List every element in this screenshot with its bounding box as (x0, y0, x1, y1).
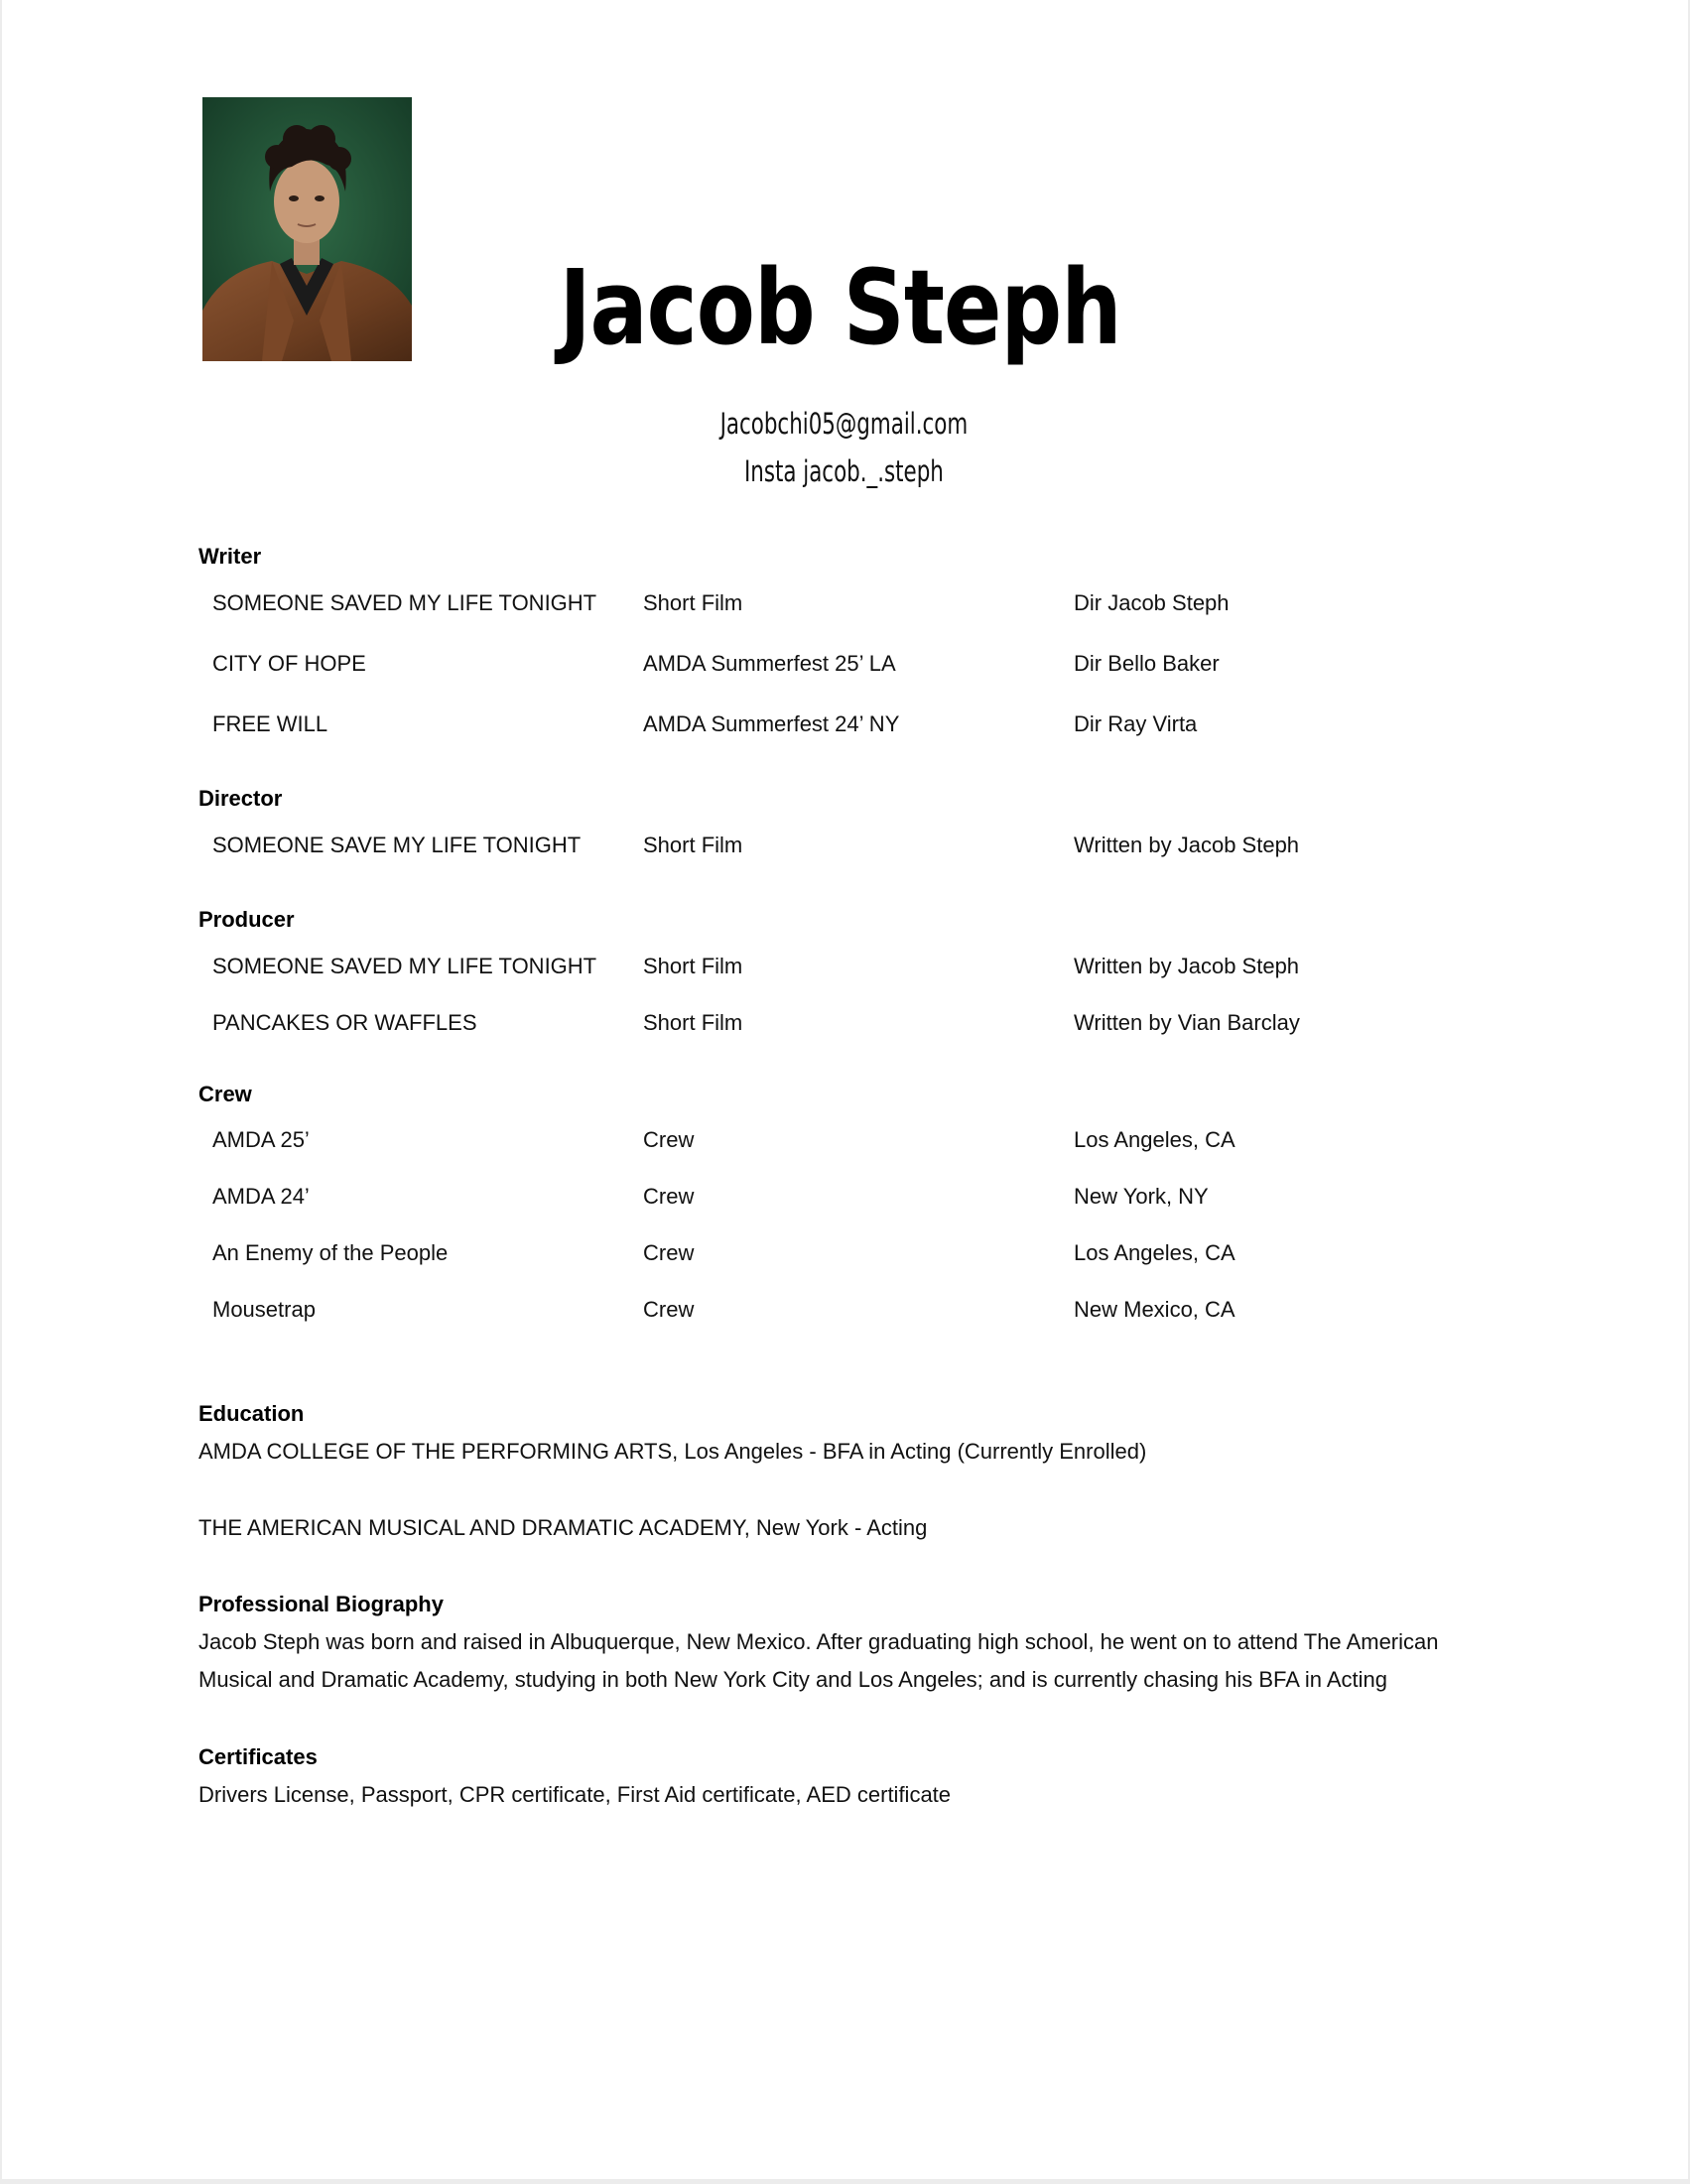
credit-venue: AMDA Summerfest 25’ LA (643, 651, 896, 676)
credit-row (212, 1297, 1502, 1323)
section-heading-director: Director (198, 786, 283, 811)
credit-venue: Short Film (643, 1010, 743, 1035)
credit-row (212, 711, 1502, 737)
resume-page (2, 0, 1688, 2179)
credit-row (212, 1010, 1502, 1036)
section-heading-producer: Producer (198, 907, 295, 932)
credit-writer: Written by Jacob Steph (1074, 954, 1300, 978)
credit-row (212, 1240, 1502, 1266)
credit-director: Dir Bello Baker (1074, 651, 1220, 676)
contact-email: Jacobchi05@gmail.com (719, 407, 969, 441)
section-heading-crew: Crew (198, 1082, 252, 1106)
credit-title: FREE WILL (212, 711, 328, 736)
credit-location: New Mexico, CA (1074, 1297, 1235, 1322)
credit-row (212, 1184, 1502, 1210)
credit-row (212, 833, 1502, 858)
credit-row (212, 1127, 1502, 1153)
credit-location: Los Angeles, CA (1074, 1240, 1235, 1265)
credit-location: Los Angeles, CA (1074, 1127, 1235, 1152)
credit-venue: Short Film (643, 590, 743, 615)
credit-title: PANCAKES OR WAFFLES (212, 1010, 477, 1035)
contact-instagram: Insta jacob._.steph (743, 454, 944, 488)
section-heading-biography: Professional Biography (198, 1592, 444, 1616)
credit-role: Crew (643, 1297, 695, 1322)
credit-role: Crew (643, 1184, 695, 1209)
section-heading-education: Education (198, 1401, 305, 1426)
credit-title: AMDA 24’ (212, 1184, 310, 1209)
credit-title: An Enemy of the People (212, 1240, 449, 1265)
biography-text: Jacob Steph was born and raised in Albuquerque, New Mexico. After graduating high school, he went on to attend The American Musical and Dramatic Academy, studying in both New York City and Los Angeles; and is currently chasing his BFA in Acting (198, 1629, 1439, 1692)
credit-director: Dir Jacob Steph (1074, 590, 1230, 615)
credit-venue: Short Film (643, 954, 743, 978)
section-heading-certificates: Certificates (198, 1744, 318, 1769)
credit-row (212, 954, 1502, 979)
section-heading-writer: Writer (198, 544, 262, 569)
credit-writer: Written by Vian Barclay (1074, 1010, 1300, 1035)
credit-role: Crew (643, 1127, 695, 1152)
credit-director: Dir Ray Virta (1074, 711, 1198, 736)
credit-venue: AMDA Summerfest 24’ NY (643, 711, 900, 736)
credit-title: SOMEONE SAVED MY LIFE TONIGHT (212, 590, 597, 615)
education-entry: THE AMERICAN MUSICAL AND DRAMATIC ACADEMY, New York - Acting (198, 1515, 928, 1540)
credit-title: SOMEONE SAVE MY LIFE TONIGHT (212, 833, 582, 857)
credit-row (212, 590, 1502, 616)
credit-venue: Short Film (643, 833, 743, 857)
credit-title: CITY OF HOPE (212, 651, 366, 676)
credit-title: SOMEONE SAVED MY LIFE TONIGHT (212, 954, 597, 978)
education-entry: AMDA COLLEGE OF THE PERFORMING ARTS, Los Angeles - BFA in Acting (Currently Enrolled) (198, 1439, 1147, 1464)
certificates-text: Drivers License, Passport, CPR certificate, First Aid certificate, AED certificate (198, 1782, 952, 1807)
credit-title: AMDA 25’ (212, 1127, 310, 1152)
credit-title: Mousetrap (212, 1297, 316, 1322)
applicant-name: Jacob Steph (559, 247, 1121, 368)
credit-role: Crew (643, 1240, 695, 1265)
credit-location: New York, NY (1074, 1184, 1209, 1209)
credit-row (212, 651, 1502, 677)
credit-writer: Written by Jacob Steph (1074, 833, 1300, 857)
